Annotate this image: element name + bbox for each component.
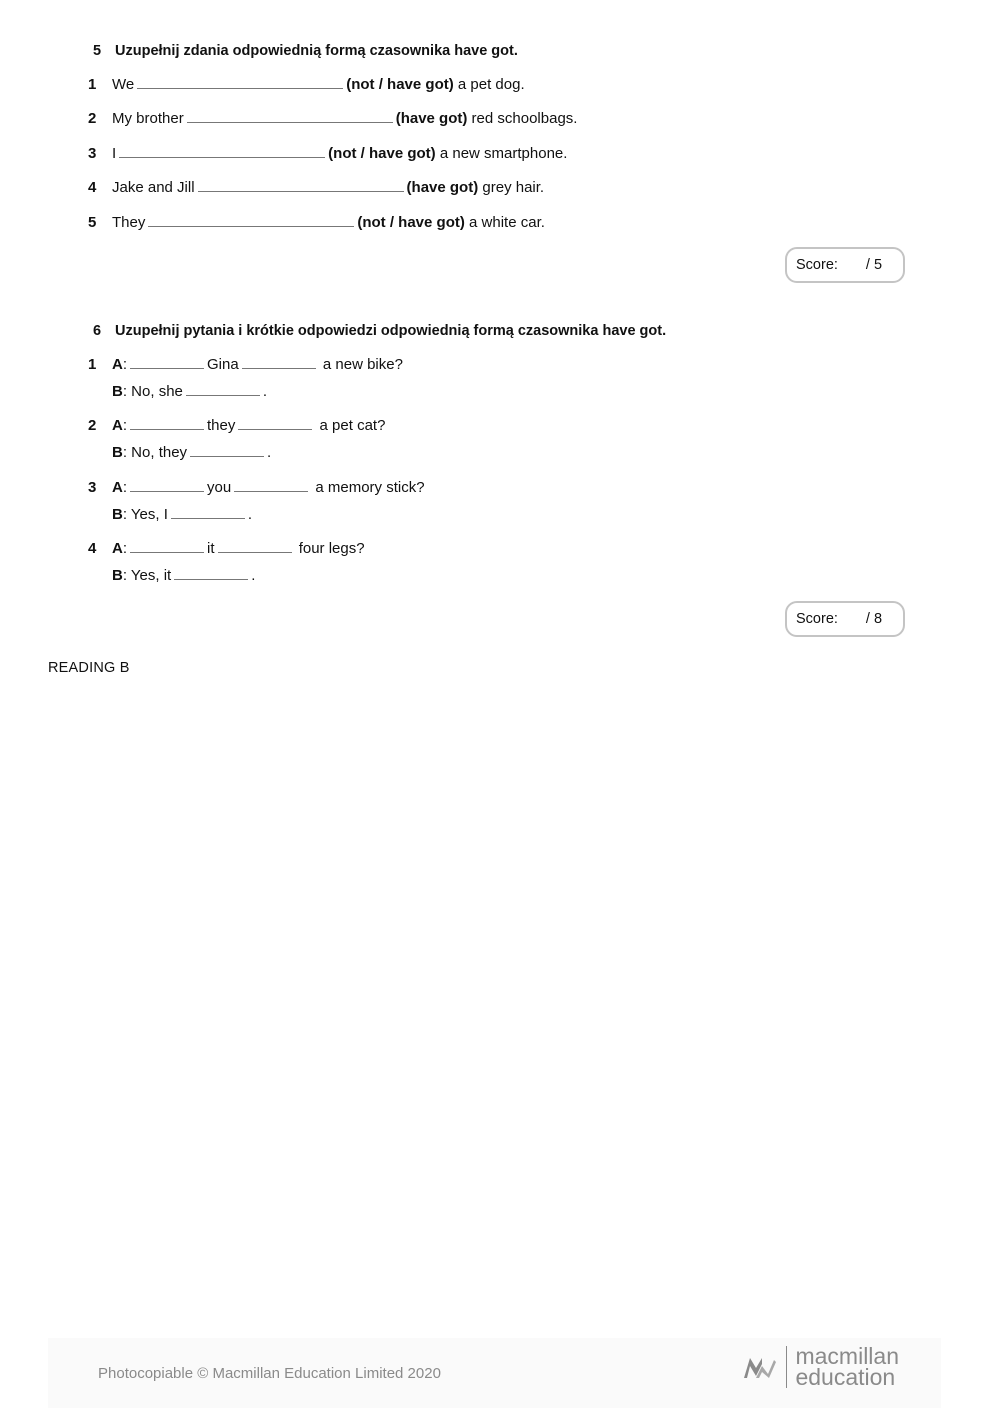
ex6-answer: B: Yes, I . <box>112 506 253 523</box>
ex6-answer-blank[interactable] <box>130 415 204 430</box>
ex6-answer: B: No, they . <box>112 444 272 461</box>
ex6-answer-blank[interactable] <box>242 354 316 369</box>
ex6-question: 3 A: you a memory stick? <box>88 477 425 499</box>
ex5-item <box>88 108 577 130</box>
ex5-item-after: a new smartphone. <box>439 145 568 162</box>
ex6-subject: it <box>207 540 215 557</box>
page-footer <box>48 1338 941 1408</box>
speaker-b-label: B <box>112 567 123 584</box>
ex5-answer-blank[interactable] <box>119 143 325 158</box>
ex5-answer-blank[interactable] <box>198 177 404 192</box>
ex6-answer-start: : No, they <box>122 444 188 461</box>
ex5-item-after: a white car. <box>469 214 545 231</box>
ex6-answer-start: : No, she <box>122 383 183 400</box>
speaker-b-label: B <box>112 506 123 523</box>
ex5-item <box>88 212 545 234</box>
ex6-item-number: 1 <box>88 356 97 373</box>
ex6-answer-blank[interactable] <box>218 538 292 553</box>
exercise-6-number: 6 <box>93 323 102 339</box>
ex5-item-before: They <box>112 214 146 231</box>
copyright-text: Photocopiable © Macmillan Education Limited 2020 <box>98 1364 441 1382</box>
ex6-question-rest: a pet cat? <box>319 417 386 434</box>
ex6-question-rest: four legs? <box>298 540 365 557</box>
logo-line-2: education <box>795 1364 896 1390</box>
ex6-answer-blank[interactable] <box>130 354 204 369</box>
ex6-answer: B: Yes, it . <box>112 567 256 584</box>
speaker-a-label: A <box>112 417 123 434</box>
speaker-b-label: B <box>112 444 123 461</box>
section-label-reading-b: READING B <box>48 660 130 676</box>
ex5-item-after: red schoolbags. <box>471 110 578 127</box>
score-total: / 5 <box>865 257 883 273</box>
speaker-a-label: A <box>112 356 123 373</box>
ex6-answer-blank[interactable] <box>234 477 308 492</box>
ex5-item-hint: (have got) <box>406 179 479 196</box>
ex5-item-after: a pet dog. <box>457 76 525 93</box>
speaker-b-label: B <box>112 383 123 400</box>
ex6-subject: Gina <box>207 356 239 373</box>
ex6-subject: they <box>207 417 236 434</box>
ex5-item-hint: (not / have got) <box>328 145 436 162</box>
ex5-item <box>88 143 567 165</box>
ex5-item-before: I <box>112 145 117 162</box>
publisher-logo <box>744 1343 899 1390</box>
exercise-5-instruction: Uzupełnij zdania odpowiednią formą czasownika have got. <box>115 43 518 59</box>
ex5-answer-blank[interactable] <box>187 108 393 123</box>
ex5-item-after: grey hair. <box>482 179 545 196</box>
exercise-5-score-box <box>785 247 905 283</box>
ex6-question-rest: a new bike? <box>322 356 403 373</box>
ex5-item-number: 1 <box>88 76 97 93</box>
ex6-question: 4 A: it four legs? <box>88 538 365 560</box>
ex6-answer-start: : Yes, I <box>122 506 168 523</box>
exercise-6-instruction: Uzupełnij pytania i krótkie odpowiedzi odpowiednią formą czasownika have got. <box>115 323 667 339</box>
exercise-5-number: 5 <box>93 43 102 59</box>
ex6-answer-blank[interactable] <box>190 442 264 457</box>
ex5-item-before: My brother <box>112 110 184 127</box>
ex6-answer-blank[interactable] <box>130 538 204 553</box>
ex5-answer-blank[interactable] <box>148 212 354 227</box>
ex5-item-number: 3 <box>88 145 97 162</box>
logo-wordmark <box>786 1343 899 1390</box>
ex6-question-rest: a memory stick? <box>315 479 425 496</box>
ex6-question: 2 A: they a pet cat? <box>88 415 385 437</box>
exercise-5-heading <box>93 43 518 59</box>
ex6-item-number: 3 <box>88 479 97 496</box>
speaker-a-label: A <box>112 479 123 496</box>
ex6-answer-blank[interactable] <box>186 381 260 396</box>
ex5-item <box>88 74 525 96</box>
ex6-answer-start: : Yes, it <box>122 567 172 584</box>
ex5-answer-blank[interactable] <box>137 74 343 89</box>
score-label: Score: <box>796 257 838 273</box>
ex5-item-number: 5 <box>88 214 97 231</box>
ex6-item-number: 4 <box>88 540 97 557</box>
ex5-item-hint: (not / have got) <box>346 76 454 93</box>
ex6-subject: you <box>207 479 232 496</box>
ex6-answer-blank[interactable] <box>238 415 312 430</box>
ex5-item <box>88 177 544 199</box>
exercise-6-heading <box>93 323 666 339</box>
logo-line-1: macmillan <box>795 1343 899 1369</box>
ex5-item-hint: (not / have got) <box>357 214 465 231</box>
ex5-item-before: Jake and Jill <box>112 179 195 196</box>
speaker-a-label: A <box>112 540 123 557</box>
ex6-answer-blank[interactable] <box>171 504 245 519</box>
exercise-6-score-box <box>785 601 905 637</box>
ex6-question: 1 A: Gina a new bike? <box>88 354 403 376</box>
ex5-item-before: We <box>112 76 135 93</box>
ex6-answer-blank[interactable] <box>130 477 204 492</box>
score-label: Score: <box>796 611 838 627</box>
ex5-item-number: 4 <box>88 179 97 196</box>
ex5-item-number: 2 <box>88 110 97 127</box>
ex6-answer-blank[interactable] <box>174 565 248 580</box>
score-total: / 8 <box>865 611 883 627</box>
macmillan-m-logo-icon <box>744 1354 776 1380</box>
ex5-item-hint: (have got) <box>395 110 468 127</box>
ex6-item-number: 2 <box>88 417 97 434</box>
ex6-answer: B: No, she . <box>112 383 268 400</box>
